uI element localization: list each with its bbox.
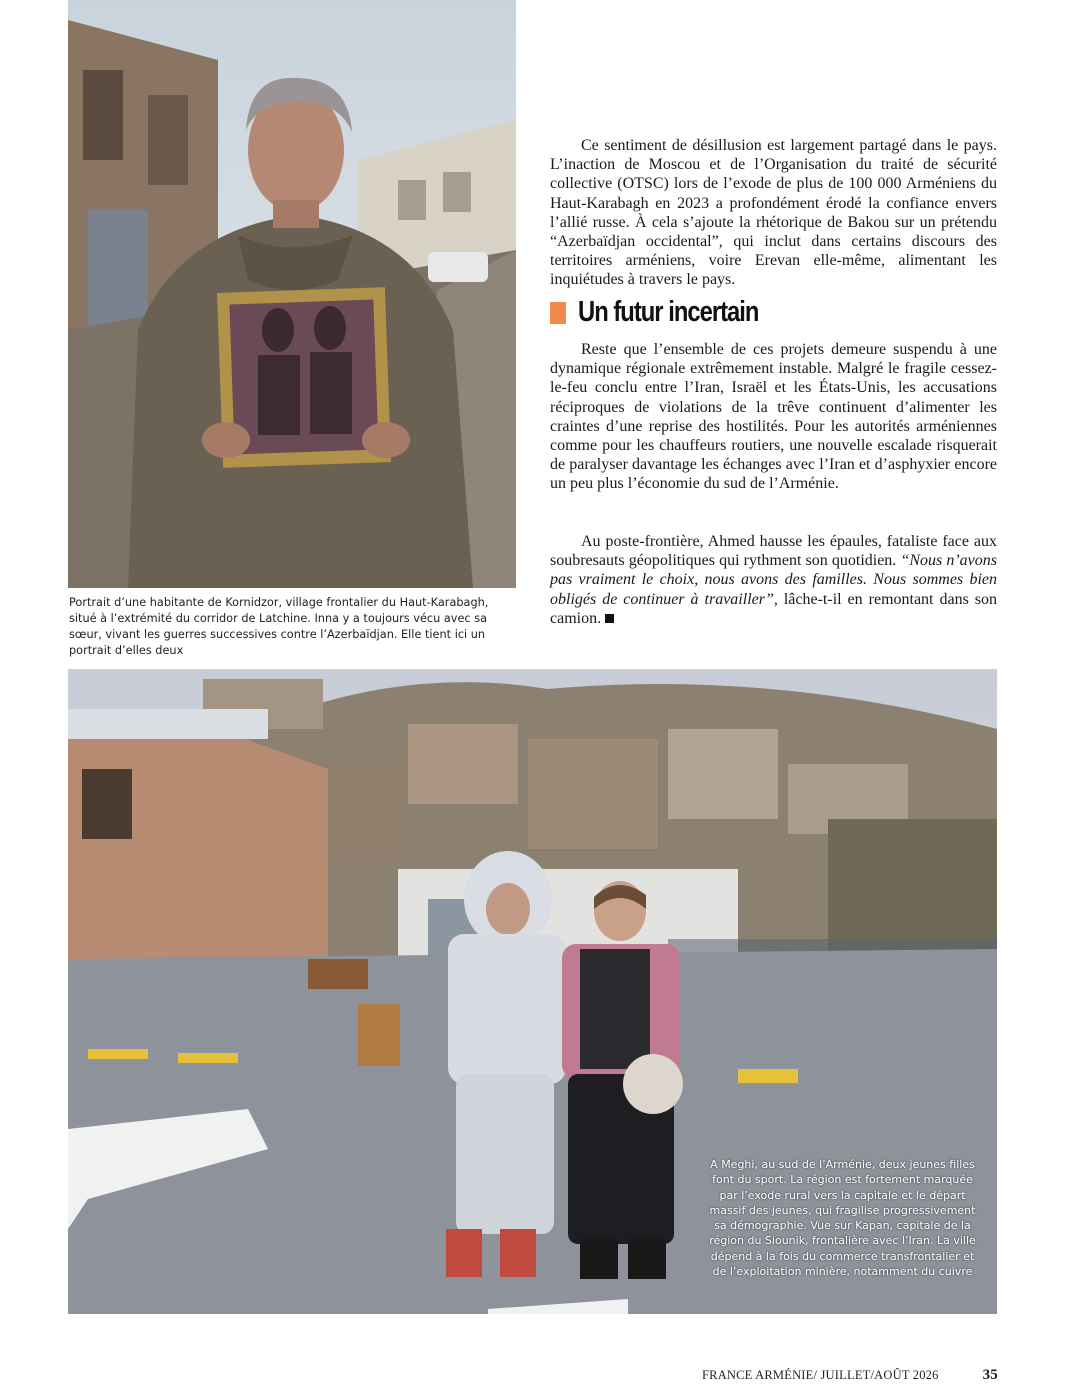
heading-square-icon [550, 302, 566, 324]
street-caption [706, 1157, 979, 1279]
ahmed-quote: “Nous n’avons pas vraiment le choix, nous avons des familles. Nous sommes bien obligés de continuer à travailler” [550, 552, 998, 608]
article-paragraph [550, 136, 997, 290]
article-paragraph [550, 340, 997, 494]
publication-name: FRANCE ARMÉNIE [702, 1368, 814, 1382]
page-number: 35 [982, 1367, 998, 1383]
portrait-caption-text: Portrait d’une habitante de Kornidzor, village frontalier du Haut-Karabagh, situé à l’extrémité du corridor de Latchine. Inna y a toujours vécu avec sa sœur, vivant les guerres successives contre l’Azerbaïdjan. Elle tient ici un portrait d’elles deux [69, 596, 489, 657]
section-heading [550, 296, 798, 329]
paragraph-3-end: , lâche-t-il en remontant dans son camion. [550, 590, 998, 627]
portrait-caption [69, 595, 499, 659]
page-footer [702, 1367, 998, 1384]
paragraph-1-text: Ce sentiment de désillusion est largement partagé dans le pays. L’inaction de Moscou et de l’Organisation du traité de sécurité collective (OTSC) lors de l’exode de plus de 100 000 Arméniens du Haut-Karabagh en 2023 a profondément érodé la confiance envers l’allié russe. À cela s’ajoute la rhétorique de Bakou sur un prétendu “Azerbaïdjan occidental”, qui inclut dans certains discours des territoires arméniens, voire Erevan elle-même, alimentant les inquiétudes à travers le pays. [550, 137, 997, 289]
issue-date: / JUILLET/AOÛT 2026 [813, 1368, 939, 1382]
portrait-photo [68, 0, 516, 588]
street-caption-text: A Meghi, au sud de l’Arménie, deux jeunes filles font du sport. La région est fortement marquée par l’exode rural vers la capitale et le départ massif des jeunes, qui fragilise progressivement sa démographie. Vue sur Kapan, capitale de la région du Siounik, frontalière avec l’Iran. La ville dépend à la fois du commerce transfrontalier et de l’exploitation minière, notamment du cuivre [709, 1158, 976, 1279]
paragraph-2-text: Reste que l’ensemble de ces projets demeure suspendu à une dynamique régionale extrêmement instable. Malgré le fragile cessez-le-feu conclu entre l’Iran, Israël et les États-Unis, les accusations réciproques de violations de la trêve continuent d’alimenter les craintes d’une reprise des hostilités. Pour les autorités arméniennes comme pour les chauffeurs routiers, une nouvelle escalade risquerait de paralyser davantage les échanges avec l’Iran et d’asphyxier encore un peu plus l’économie du sud de l’Arménie. [550, 341, 997, 493]
article-paragraph [550, 532, 997, 628]
paragraph-3-start: Au poste-frontière, Ahmed hausse les épaules, fataliste face aux soubresauts géopolitiques qui rythment son quotidien. [550, 533, 997, 570]
section-heading-text: Un futur incertain [578, 296, 759, 328]
end-mark-icon [605, 614, 614, 623]
paragraph-3-text [550, 532, 997, 628]
